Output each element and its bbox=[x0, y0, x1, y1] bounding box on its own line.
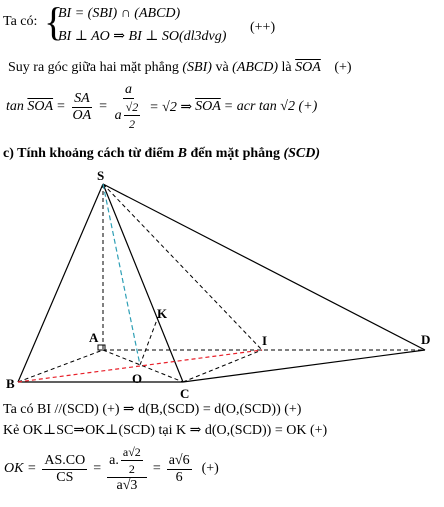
tan-rhs: = √2 ⇒ bbox=[149, 99, 193, 115]
section-c-point: B bbox=[177, 146, 187, 161]
tan-f2-inner-num: √2 bbox=[125, 100, 139, 114]
ok-f1-den: CS bbox=[56, 469, 74, 485]
ok-formula bbox=[4, 444, 219, 494]
system-tag: (++) bbox=[250, 20, 276, 35]
tan-f1-den: OA bbox=[72, 107, 92, 123]
tan-result: = acr tan √2 (+) bbox=[223, 99, 318, 114]
tan-eq-1: = bbox=[56, 99, 66, 114]
ok-f2-inner-num: a√2 bbox=[122, 445, 141, 459]
label-A: A bbox=[89, 330, 99, 345]
tan-f2-inner bbox=[124, 99, 141, 132]
label-K: K bbox=[157, 306, 168, 321]
angle-name: $\overline{SOA}$ bbox=[295, 60, 321, 75]
ok-f2-num-a: a. bbox=[109, 452, 119, 468]
ok-f2-den: a√3 bbox=[116, 478, 138, 493]
system-line-1: BI = (SBI) ∩ (ABCD) bbox=[58, 6, 181, 21]
tan-eq-2: = bbox=[98, 99, 108, 114]
ok-f1-num: AS.CO bbox=[44, 452, 86, 468]
edge-SB bbox=[18, 184, 103, 382]
ok-f2-num bbox=[107, 444, 147, 478]
label-C: C bbox=[180, 386, 190, 400]
label-I: I bbox=[262, 333, 268, 348]
segment-SO bbox=[103, 184, 140, 365]
system-brace: { bbox=[44, 0, 64, 44]
label-O: O bbox=[132, 371, 143, 386]
tan-f1-num: SA bbox=[74, 90, 90, 106]
tan-formula bbox=[6, 82, 317, 132]
angle-and: và bbox=[215, 60, 229, 75]
tan-f2-den-a: a bbox=[114, 107, 122, 123]
label-S: S bbox=[97, 168, 105, 183]
angle-plane-2: (ABCD) bbox=[232, 60, 279, 75]
tan-fraction-1 bbox=[71, 91, 94, 124]
label-B: B bbox=[6, 376, 15, 391]
edge-CD bbox=[183, 350, 425, 382]
tan-angle-2: $\overline{SOA}$ bbox=[195, 99, 221, 114]
angle-text: Suy ra góc giữa hai mặt phẳng bbox=[8, 60, 179, 75]
ok-f2-inner bbox=[121, 444, 143, 477]
section-c-plane: (SCD) bbox=[283, 146, 320, 161]
bottom-line-2: Kẻ OK⊥SC⇒OK⊥(SCD) tại K ⇒ d(O,(SCD)) = OK (+) bbox=[3, 423, 328, 438]
ok-fraction-2 bbox=[107, 444, 147, 494]
ok-f2-inner-den: 2 bbox=[128, 462, 135, 476]
tan-angle: $\overline{SOA}$ bbox=[27, 99, 54, 114]
ok-fraction-1 bbox=[42, 453, 87, 486]
ok-fraction-3 bbox=[167, 453, 192, 486]
edge-SC bbox=[103, 184, 183, 382]
ok-f3-den: 6 bbox=[175, 469, 183, 485]
tan-f2-sqrt: 2 bbox=[132, 100, 139, 114]
system-lead: Ta có: bbox=[3, 14, 38, 29]
ok-lhs: OK = bbox=[4, 461, 37, 476]
angle-statement bbox=[8, 60, 352, 76]
tan-f2-num: a bbox=[124, 82, 132, 97]
pyramid-figure bbox=[0, 160, 444, 400]
system-line-2: BI ⊥ AO ⇒ BI ⊥ SO(dl3dvg) bbox=[58, 29, 227, 44]
ok-tag: (+) bbox=[201, 461, 219, 476]
edge-SD bbox=[103, 184, 425, 350]
label-D: D bbox=[421, 332, 431, 347]
ok-eq-1: = bbox=[93, 461, 102, 476]
angle-is: là bbox=[281, 60, 292, 75]
right-angle-mark bbox=[98, 345, 105, 350]
section-c-label: c) Tính khoảng cách từ điểm bbox=[3, 146, 175, 161]
segment-OK bbox=[140, 317, 158, 365]
ok-eq-2: = bbox=[152, 461, 161, 476]
ok-f3-num: a√6 bbox=[168, 452, 190, 468]
bottom-line-1: Ta có BI //(SCD) (+) ⇒ d(B,(SCD) = d(O,(SCD)) (+) bbox=[3, 402, 302, 417]
tan-f2-inner-den: 2 bbox=[128, 117, 135, 131]
tan-f2-den bbox=[113, 99, 145, 132]
angle-plane-1: (SBI) bbox=[182, 60, 212, 75]
edge-BA bbox=[18, 350, 103, 382]
edge-SI bbox=[103, 184, 262, 350]
angle-tag: (+) bbox=[334, 60, 352, 75]
section-c-rest: đến mặt phẳng bbox=[190, 146, 280, 161]
tan-fraction-2 bbox=[113, 82, 145, 132]
tan-prefix: tan bbox=[6, 99, 24, 114]
